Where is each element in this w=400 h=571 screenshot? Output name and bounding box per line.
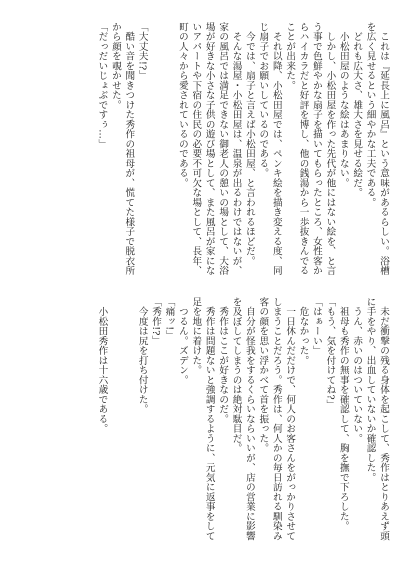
- text-line: 自分が怪我をするくらいならいいが、店の営業に影響: [243, 297, 255, 541]
- dialogue-line: 「痛ッ!」: [163, 297, 175, 341]
- text-line: 客の顔を思い浮かべて首を振った。: [257, 297, 269, 453]
- text-line: に手をやり、出血していないか確認した。: [364, 297, 376, 483]
- dialogue-line: 「秀作!?」: [150, 297, 162, 346]
- text-line: から顔を覗かせた。: [109, 22, 121, 110]
- text-line: じ扇子でお願いしているのである。: [257, 22, 269, 178]
- lower-text-block: [8, 297, 390, 567]
- text-line: つるん。ズデン。: [176, 297, 188, 385]
- dialogue-line: 「だっだいじょぶですぅ…」: [96, 22, 108, 149]
- text-line: それ以降、小松田屋では、ペンキ絵を描き変える度、同: [270, 22, 282, 276]
- text-line: 秀作は問題ないと強調するように、元気に返事をして: [203, 297, 215, 541]
- blank-line: [162, 22, 175, 292]
- text-line: 町の人々から愛されているのである。: [176, 22, 188, 188]
- blank-line: [122, 297, 135, 567]
- text-line: 今度は尻を打ち付けた。: [136, 297, 148, 414]
- text-line: しかし、小松田屋を作った先代が他にはない絵を、と言: [324, 22, 336, 276]
- text-line: 足を地に着けた。: [190, 297, 202, 375]
- text-line: 危なかった。: [297, 297, 309, 366]
- dialogue-line: 「大丈夫!?」: [136, 22, 148, 81]
- text-line: 酷い音を聞きつけた秀作の祖母が、慌てた様子で脱衣所: [123, 22, 135, 276]
- text-line: これは『延長上に風呂』という意味があるらしい。浴槽: [378, 22, 389, 276]
- text-line: らハイカラだと好評を博し、他の銭湯から一歩抜きんでる: [297, 22, 309, 276]
- blank-line: [108, 297, 121, 567]
- text-line: ことが出来た。: [284, 22, 296, 91]
- dialogue-line: 「もう、気を付けてね?」: [324, 297, 336, 410]
- text-line: を広く見せるという細やかな工夫である。: [364, 22, 376, 208]
- text-line: そんな湯屋・小松田屋は、温泉が出るわけではないが、: [230, 22, 242, 276]
- text-line: 小松田秀作は十六歳である。: [96, 297, 108, 434]
- text-line: 家の風呂では満足できない御老人の憩いの場として、大浴: [217, 22, 229, 276]
- text-line: いアパートや下宿の住民の必要不可欠な場として、長年、: [190, 22, 202, 276]
- upper-text-block: [8, 22, 390, 292]
- text-line: 未だ衝撃の残る身体を起こして、秀作はとりあえず頭: [378, 297, 389, 541]
- text-line: 祖母も秀作の無事を確認して、胸を撫で下ろした。: [337, 297, 349, 531]
- text-line: どれも広大さ、雄大さを見せる絵だ。: [351, 22, 363, 198]
- text-line: を及ぼしてしまうのは絶対駄目だ。: [230, 297, 242, 453]
- text-line: うん、赤いのはついていない。: [351, 297, 363, 444]
- blank-line: [149, 22, 162, 292]
- text-line: 場が好きな小さな子供の遊び場として、また風呂が家にな: [203, 22, 215, 276]
- text-line: 一日休んだだけで、何人のお客さんをがっかりさせて: [284, 297, 296, 541]
- text-line: 秀作はここが好きなのだ。: [217, 297, 229, 424]
- text-line: しまうことだろう。秀作は、何人かの毎日訪れる馴染み: [270, 297, 282, 541]
- text-line: う事で色鮮やかな扇子を描いてもらったところ、女性客か: [310, 22, 322, 276]
- text-line: 小松田屋のような絵はあまりない。: [337, 22, 349, 188]
- dialogue-line: 「はぁーい」: [310, 297, 322, 356]
- text-line: 今では、扇子と言えば小松田屋、と言われるほどだ。: [243, 22, 255, 266]
